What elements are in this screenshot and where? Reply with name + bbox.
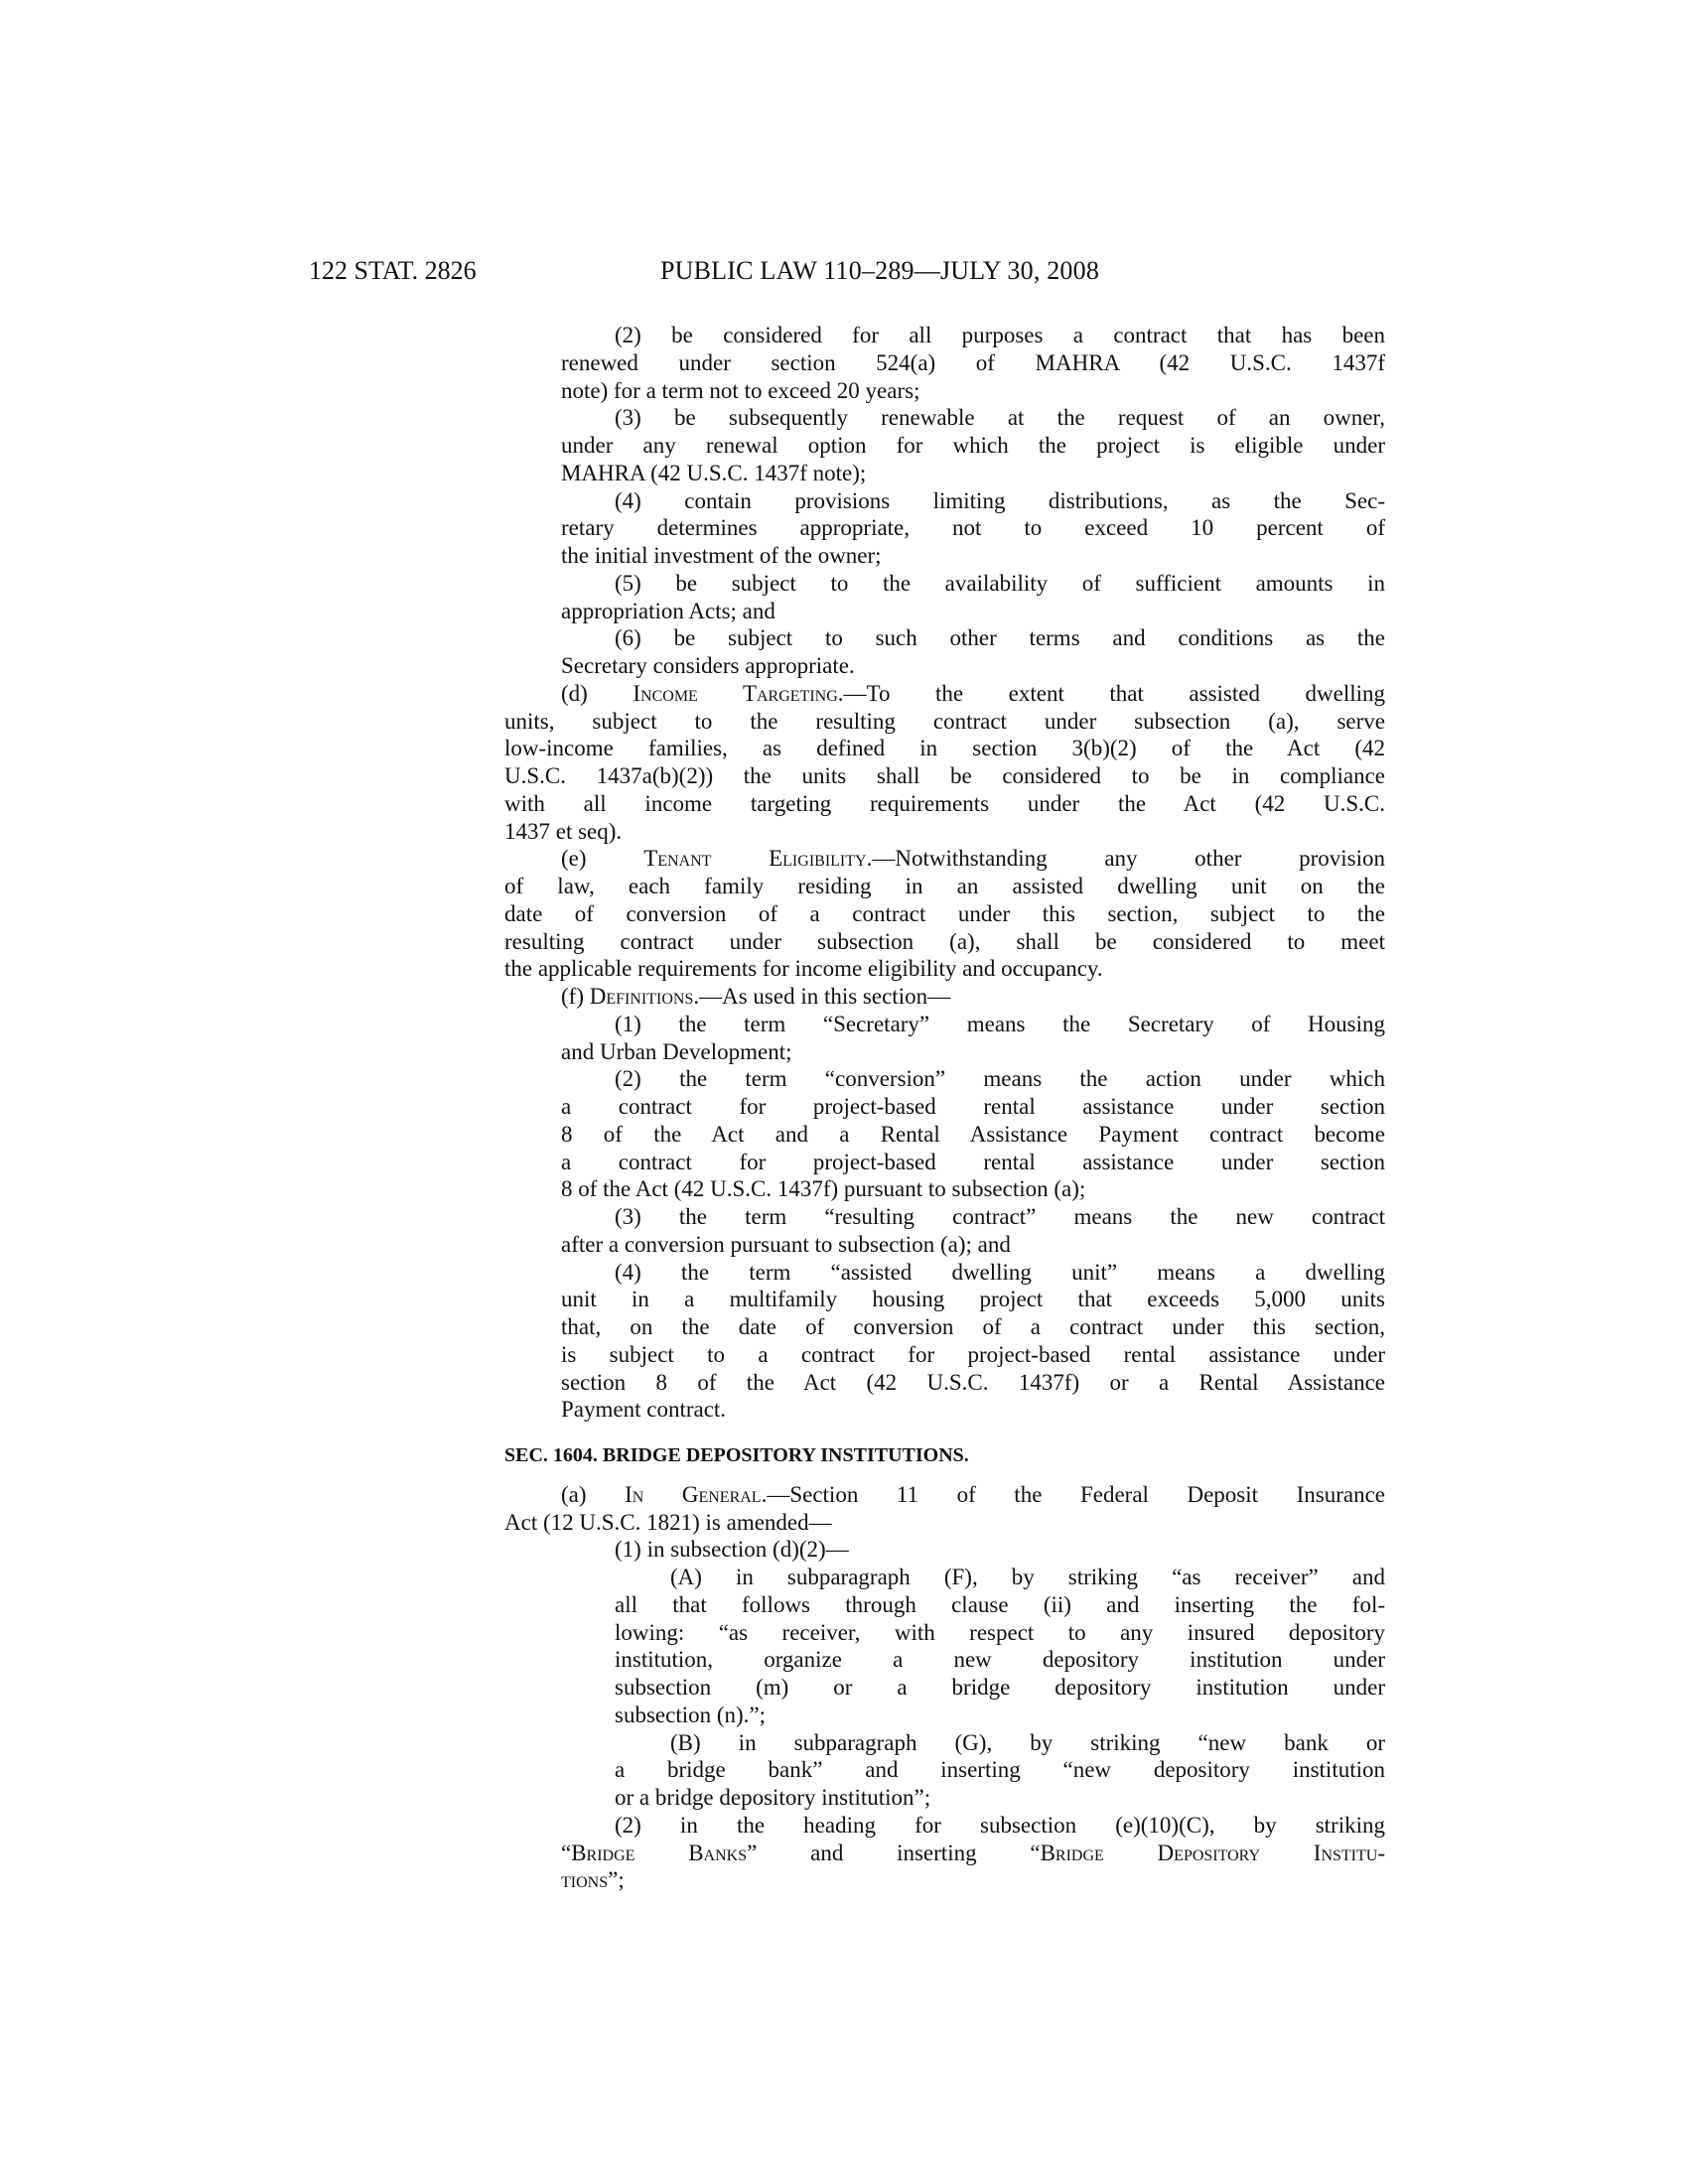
text-segment: (5) be subject to the availability of sufficient amounts in (615, 570, 1385, 596)
text-line (561, 1866, 1385, 1894)
paragraph (0, 1536, 1688, 1564)
text-segment: (3) the term “resulting contract” means the new contract (615, 1204, 1385, 1229)
text-line (504, 762, 1385, 790)
text-segment: (6) be subject to such other terms and conditions as the (615, 625, 1385, 651)
text-segment: with all income targeting requirements under the Act (42 U.S.C. (504, 790, 1385, 816)
text-line (561, 1149, 1385, 1176)
text-line (561, 1093, 1385, 1121)
text-segment: ” and inserting “ (747, 1840, 1041, 1865)
text-line (615, 1702, 1385, 1729)
text-line (615, 1646, 1385, 1674)
small-caps-heading: Income Targeting (633, 680, 838, 706)
text-line (561, 1175, 1385, 1203)
text-segment: Act (12 U.S.C. 1821) is amended— (504, 1509, 832, 1535)
text-line (561, 1038, 1385, 1066)
paragraph (0, 1729, 1688, 1812)
text-line (615, 1259, 1385, 1287)
paragraph (0, 487, 1688, 570)
text-line (561, 1840, 1385, 1867)
text-line (504, 955, 1385, 983)
text-segment: Payment contract. (561, 1397, 727, 1423)
text-segment: date of conversion of a contract under this section, subject to the (504, 900, 1385, 926)
text-segment: (4) the term “assisted dwelling unit” means a dwelling (615, 1259, 1385, 1285)
text-line (670, 1564, 1385, 1591)
text-segment: lowing: “as receiver, with respect to any insured depository (615, 1619, 1385, 1645)
text-line (504, 735, 1385, 762)
text-line (504, 1509, 1385, 1537)
text-segment: (B) in subparagraph (G), by striking “new bank or (670, 1729, 1385, 1755)
text-line (561, 845, 1385, 873)
text-segment: .—To the extent that assisted dwelling (837, 680, 1385, 706)
running-header-title: PUBLIC LAW 110–289—JULY 30, 2008 (660, 256, 1100, 285)
text-segment: appropriation Acts; and (561, 598, 775, 623)
text-line (615, 487, 1385, 515)
text-segment: Secretary considers appropriate. (561, 653, 855, 678)
text-line (561, 514, 1385, 542)
text-line (504, 900, 1385, 928)
text-line (615, 1619, 1385, 1647)
text-line (561, 1369, 1385, 1397)
text-segment: MAHRA (42 U.S.C. 1437f note); (561, 460, 867, 485)
small-caps-heading: Tenant Eligibility (643, 846, 867, 872)
text-line (561, 1341, 1385, 1369)
section-1603-continuation (0, 322, 1688, 1424)
text-segment: of law, each family residing in an assisted dwelling unit on the (504, 874, 1385, 898)
text-segment: (d) (561, 680, 633, 706)
text-line (561, 1481, 1385, 1509)
text-segment: “ (561, 1840, 572, 1865)
text-segment: (3) be subsequently renewable at the request of an owner, (615, 405, 1385, 431)
text-segment: ”; (608, 1867, 625, 1893)
text-line (615, 1065, 1385, 1093)
text-line (615, 570, 1385, 598)
text-segment: (4) contain provisions limiting distributions, as the Sec- (615, 487, 1385, 513)
text-line (561, 680, 1385, 708)
text-line (615, 1536, 1385, 1564)
paragraph (0, 570, 1688, 625)
text-segment: .—Section 11 of the Federal Deposit Insurance (761, 1481, 1385, 1507)
text-line (615, 322, 1385, 349)
small-caps-heading: Bridge Depository Institu- (1040, 1840, 1385, 1865)
text-segment: resulting contract under subsection (a), shall be considered to meet (504, 928, 1385, 954)
paragraph (0, 1259, 1688, 1425)
text-line (561, 377, 1385, 405)
text-line (561, 460, 1385, 487)
text-segment: (e) (561, 846, 644, 872)
text-segment: all that follows through clause (ii) and inserting the fol- (615, 1591, 1385, 1617)
paragraph (0, 624, 1688, 680)
text-segment: unit in a multifamily housing project that exceeds 5,000 units (561, 1287, 1385, 1312)
text-line (615, 1011, 1385, 1038)
text-segment: 1437 et seq). (504, 818, 623, 844)
small-caps-heading: In General (625, 1481, 762, 1507)
text-line (670, 1729, 1385, 1757)
text-segment: (2) be considered for all purposes a contract that has been (615, 323, 1385, 347)
paragraph (0, 1812, 1688, 1894)
small-caps-heading: tions (561, 1867, 609, 1893)
paragraph (0, 845, 1688, 983)
text-segment: (a) (561, 1481, 626, 1507)
text-line (561, 598, 1385, 625)
text-line (561, 1121, 1385, 1149)
paragraph (0, 1203, 1688, 1259)
text-line (561, 432, 1385, 460)
text-segment: section 8 of the Act (42 U.S.C. 1437f) or a Rental Assistance (561, 1369, 1385, 1395)
text-segment: institution, organize a new depository institution under (615, 1647, 1385, 1673)
text-line (561, 652, 1385, 680)
text-line (561, 349, 1385, 377)
paragraph (0, 1065, 1688, 1203)
text-segment: and Urban Development; (561, 1038, 792, 1064)
text-segment: .—Notwithstanding any other provision (866, 846, 1385, 872)
text-segment: (2) in the heading for subsection (e)(10)(C), by striking (615, 1812, 1385, 1838)
text-segment: .—As used in this section— (693, 984, 951, 1009)
paragraph (0, 404, 1688, 486)
text-segment: U.S.C. 1437a(b)(2)) the units shall be considered to be in compliance (504, 763, 1385, 788)
text-line (504, 818, 1385, 846)
paragraph (0, 1011, 1688, 1066)
text-line (561, 542, 1385, 570)
text-line (615, 1756, 1385, 1784)
text-line (561, 1231, 1385, 1259)
text-line (561, 1286, 1385, 1313)
text-segment: after a conversion pursuant to subsection (a); and (561, 1231, 1011, 1257)
text-segment: low-income families, as defined in section 3(b)(2) of the Act (42 (504, 736, 1385, 761)
text-line (615, 1674, 1385, 1702)
paragraph (0, 1564, 1688, 1729)
text-line (615, 404, 1385, 432)
text-line (615, 1784, 1385, 1812)
small-caps-heading: Bridge Banks (571, 1840, 748, 1865)
text-segment: (f) (561, 984, 590, 1009)
text-segment: retary determines appropriate, not to exceed 10 percent of (561, 515, 1385, 541)
text-segment: 8 of the Act (42 U.S.C. 1437f) pursuant to subsection (a); (561, 1176, 1086, 1202)
paragraph (0, 322, 1688, 404)
document-body (0, 322, 1688, 1894)
section-1604-text (0, 1481, 1688, 1894)
text-line (615, 1203, 1385, 1231)
text-line (561, 1313, 1385, 1341)
text-segment: a contract for project-based rental assistance under section (561, 1149, 1385, 1174)
text-line (504, 708, 1385, 736)
text-segment: under any renewal option for which the project is eligible under (561, 433, 1385, 458)
text-segment: a bridge bank” and inserting “new depository institution (615, 1757, 1385, 1783)
text-line (615, 1591, 1385, 1619)
paragraph (0, 983, 1688, 1011)
text-line (504, 790, 1385, 818)
text-segment: (1) the term “Secretary” means the Secretary of Housing (615, 1011, 1385, 1036)
page-stat-citation: 122 STAT. 2826 (309, 256, 477, 285)
text-line (561, 983, 1385, 1011)
section-heading: SEC. 1604. BRIDGE DEPOSITORY INSTITUTIONS. (504, 1444, 969, 1466)
text-segment: subsection (m) or a bridge depository institution under (615, 1675, 1385, 1700)
text-line (504, 928, 1385, 956)
text-line (504, 873, 1385, 900)
paragraph (0, 1481, 1688, 1537)
paragraph (0, 680, 1688, 846)
text-segment: the applicable requirements for income eligibility and occupancy. (504, 956, 1103, 982)
text-segment: the initial investment of the owner; (561, 543, 882, 568)
text-segment: that, on the date of conversion of a contract under this section, (561, 1314, 1385, 1339)
text-segment: (1) in subsection (d)(2)— (615, 1537, 849, 1563)
small-caps-heading: Definitions (589, 984, 694, 1009)
text-segment: (2) the term “conversion” means the action under which (615, 1066, 1385, 1092)
text-line (615, 624, 1385, 652)
text-segment: 8 of the Act and a Rental Assistance Payment contract become (561, 1121, 1385, 1147)
text-segment: subsection (n).”; (615, 1702, 767, 1727)
text-segment: a contract for project-based rental assistance under section (561, 1094, 1385, 1119)
text-segment: renewed under section 524(a) of MAHRA (42 U.S.C. 1437f (561, 349, 1385, 375)
text-segment: or a bridge depository institution”; (615, 1785, 931, 1810)
text-line (561, 1396, 1385, 1424)
text-segment: units, subject to the resulting contract under subsection (a), serve (504, 708, 1385, 734)
text-segment: is subject to a contract for project-based rental assistance under (561, 1341, 1385, 1367)
text-segment: note) for a term not to exceed 20 years; (561, 377, 920, 403)
text-segment: (A) in subparagraph (F), by striking “as receiver” and (670, 1565, 1385, 1589)
text-line (615, 1812, 1385, 1840)
